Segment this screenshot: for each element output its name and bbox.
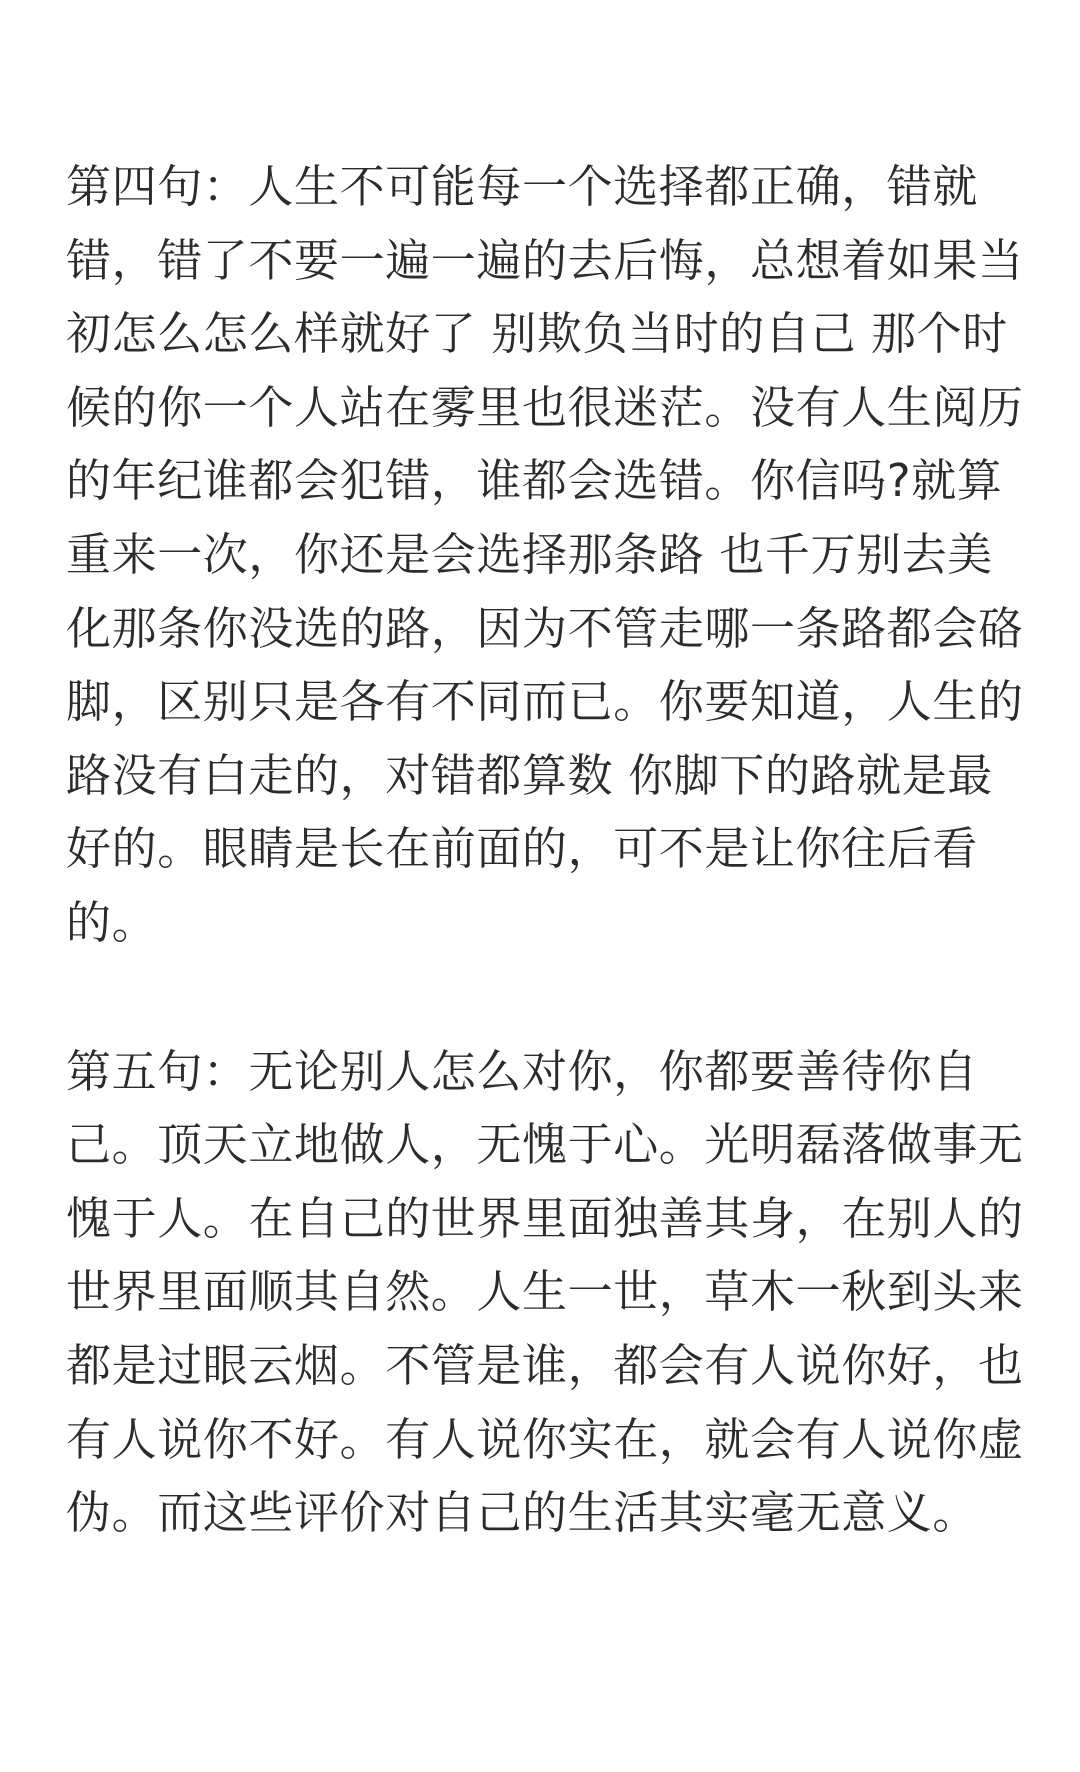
paragraph-fourth-saying: 第四句：人生不可能每一个选择都正确，错就错，错了不要一遍一遍的去后悔，总想着如果当初怎么怎么样就好了 别欺负当时的自己 那个时候的你一个人站在雾里也很迷茫。没有人生阅历的年纪谁都会犯错，谁都会选错。你信吗?就算重来一次，你还是会选择那条路 也千万别去美化那条你没选的路，因为不管走哪一条路都会硌脚，区别只是各有不同而已。你要知道，人生的路没有白走的，对错都算数 你脚下的路就是最好的。眼睛是长在前面的，可不是让你往后看的。 (66, 160, 1024, 949)
article-body (66, 150, 1026, 1550)
paragraph-fifth-saying: 第五句：无论别人怎么对你，你都要善待你自己。顶天立地做人，无愧于心。光明磊落做事无愧于人。在自己的世界里面独善其身，在别人的世界里面顺其自然。人生一世，草木一秋到头来都是过眼云烟。不管是谁，都会有人说你好，也有人说你不好。有人说你实在，就会有人说你虚伪。而这些评价对自己的生活其实毫无意义。 (66, 1044, 1024, 1540)
